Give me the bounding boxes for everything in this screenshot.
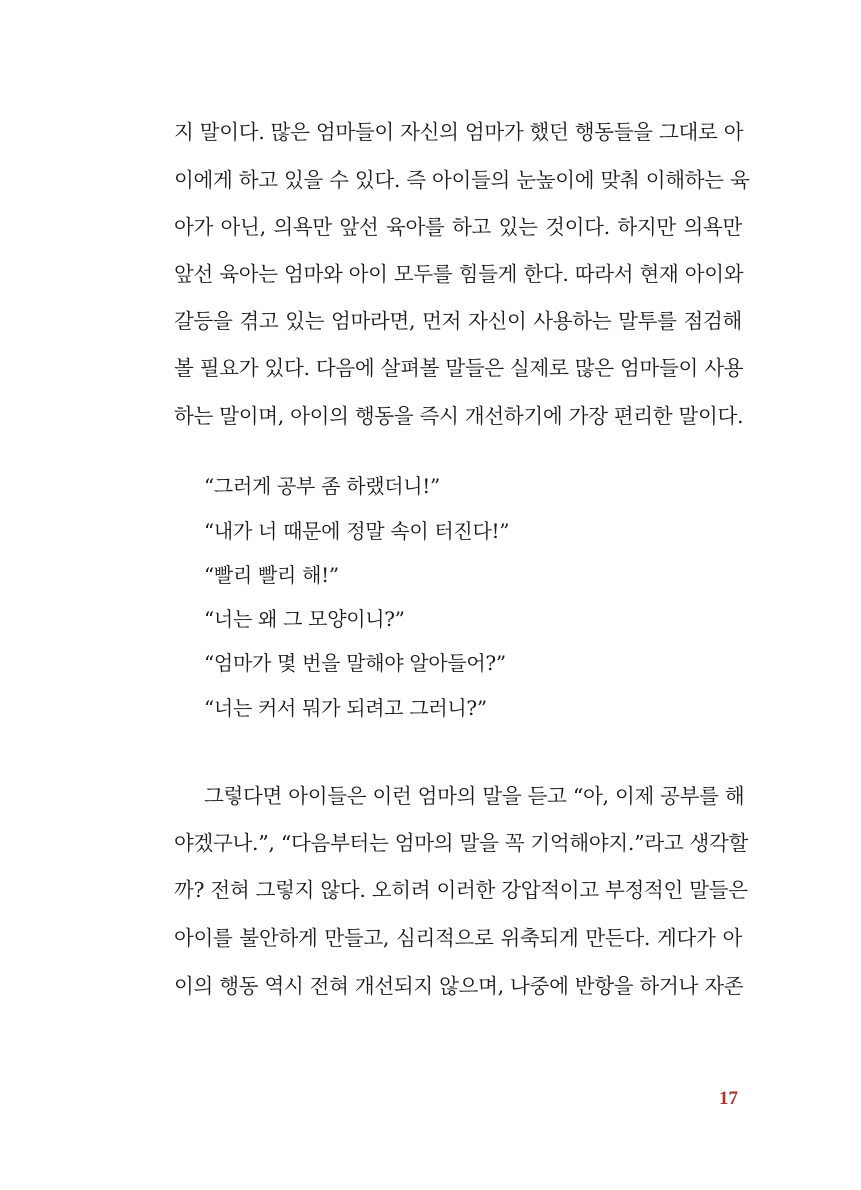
paragraph-1-line-1: 지 말이다. 많은 엄마들이 자신의 엄마가 했던 행동들을 그대로 아	[174, 120, 744, 144]
paragraph-1-line-5: 갈등을 겪고 있는 엄마라면, 먼저 자신이 사용하는 말투를 점검해	[174, 309, 742, 333]
quote-3: “빨리 빨리 해!”	[204, 563, 339, 587]
paragraph-2-line-3: 까? 전혀 그렇지 않다. 오히려 이러한 강압적이고 부정적인 말들은	[174, 878, 748, 902]
quote-2: “내가 너 때문에 정말 속이 터진다!”	[204, 519, 510, 543]
paragraph-2-line-1: 그렇다면 아이들은 이런 엄마의 말을 듣고 “아, 이제 공부를 해	[204, 784, 745, 808]
paragraph-1-line-2: 이에게 하고 있을 수 있다. 즉 아이들의 눈높이에 맞춰 이해하는 육	[174, 168, 750, 192]
quote-5: “엄마가 몇 번을 말해야 알아들어?”	[204, 651, 506, 675]
quote-4: “너는 왜 그 모양이니?”	[204, 607, 405, 631]
paragraph-1-line-3: 아가 아닌, 의욕만 앞선 육아를 하고 있는 것이다. 하지만 의욕만	[174, 215, 742, 239]
quote-6: “너는 커서 뭐가 되려고 그러니?”	[204, 696, 487, 720]
paragraph-1-line-4: 앞선 육아는 엄마와 아이 모두를 힘들게 한다. 따라서 현재 아이와	[174, 262, 744, 286]
paragraph-1-line-6: 볼 필요가 있다. 다음에 살펴볼 말들은 실제로 많은 엄마들이 사용	[174, 356, 744, 380]
quote-1: “그러게 공부 좀 하랬더니!”	[204, 474, 440, 498]
paragraph-2-line-4: 아이를 불안하게 만들고, 심리적으로 위축되게 만든다. 게다가 아	[174, 926, 742, 950]
paragraph-2-line-2: 야겠구나.”, “다음부터는 엄마의 말을 꼭 기억해야지.”라고 생각할	[174, 831, 749, 855]
page-number: 17	[719, 1088, 738, 1109]
paragraph-1-line-7: 하는 말이며, 아이의 행동을 즉시 개선하기에 가장 편리한 말이다.	[174, 404, 744, 428]
paragraph-2-line-5: 이의 행동 역시 전혀 개선되지 않으며, 나중에 반항을 하거나 자존	[174, 974, 744, 998]
